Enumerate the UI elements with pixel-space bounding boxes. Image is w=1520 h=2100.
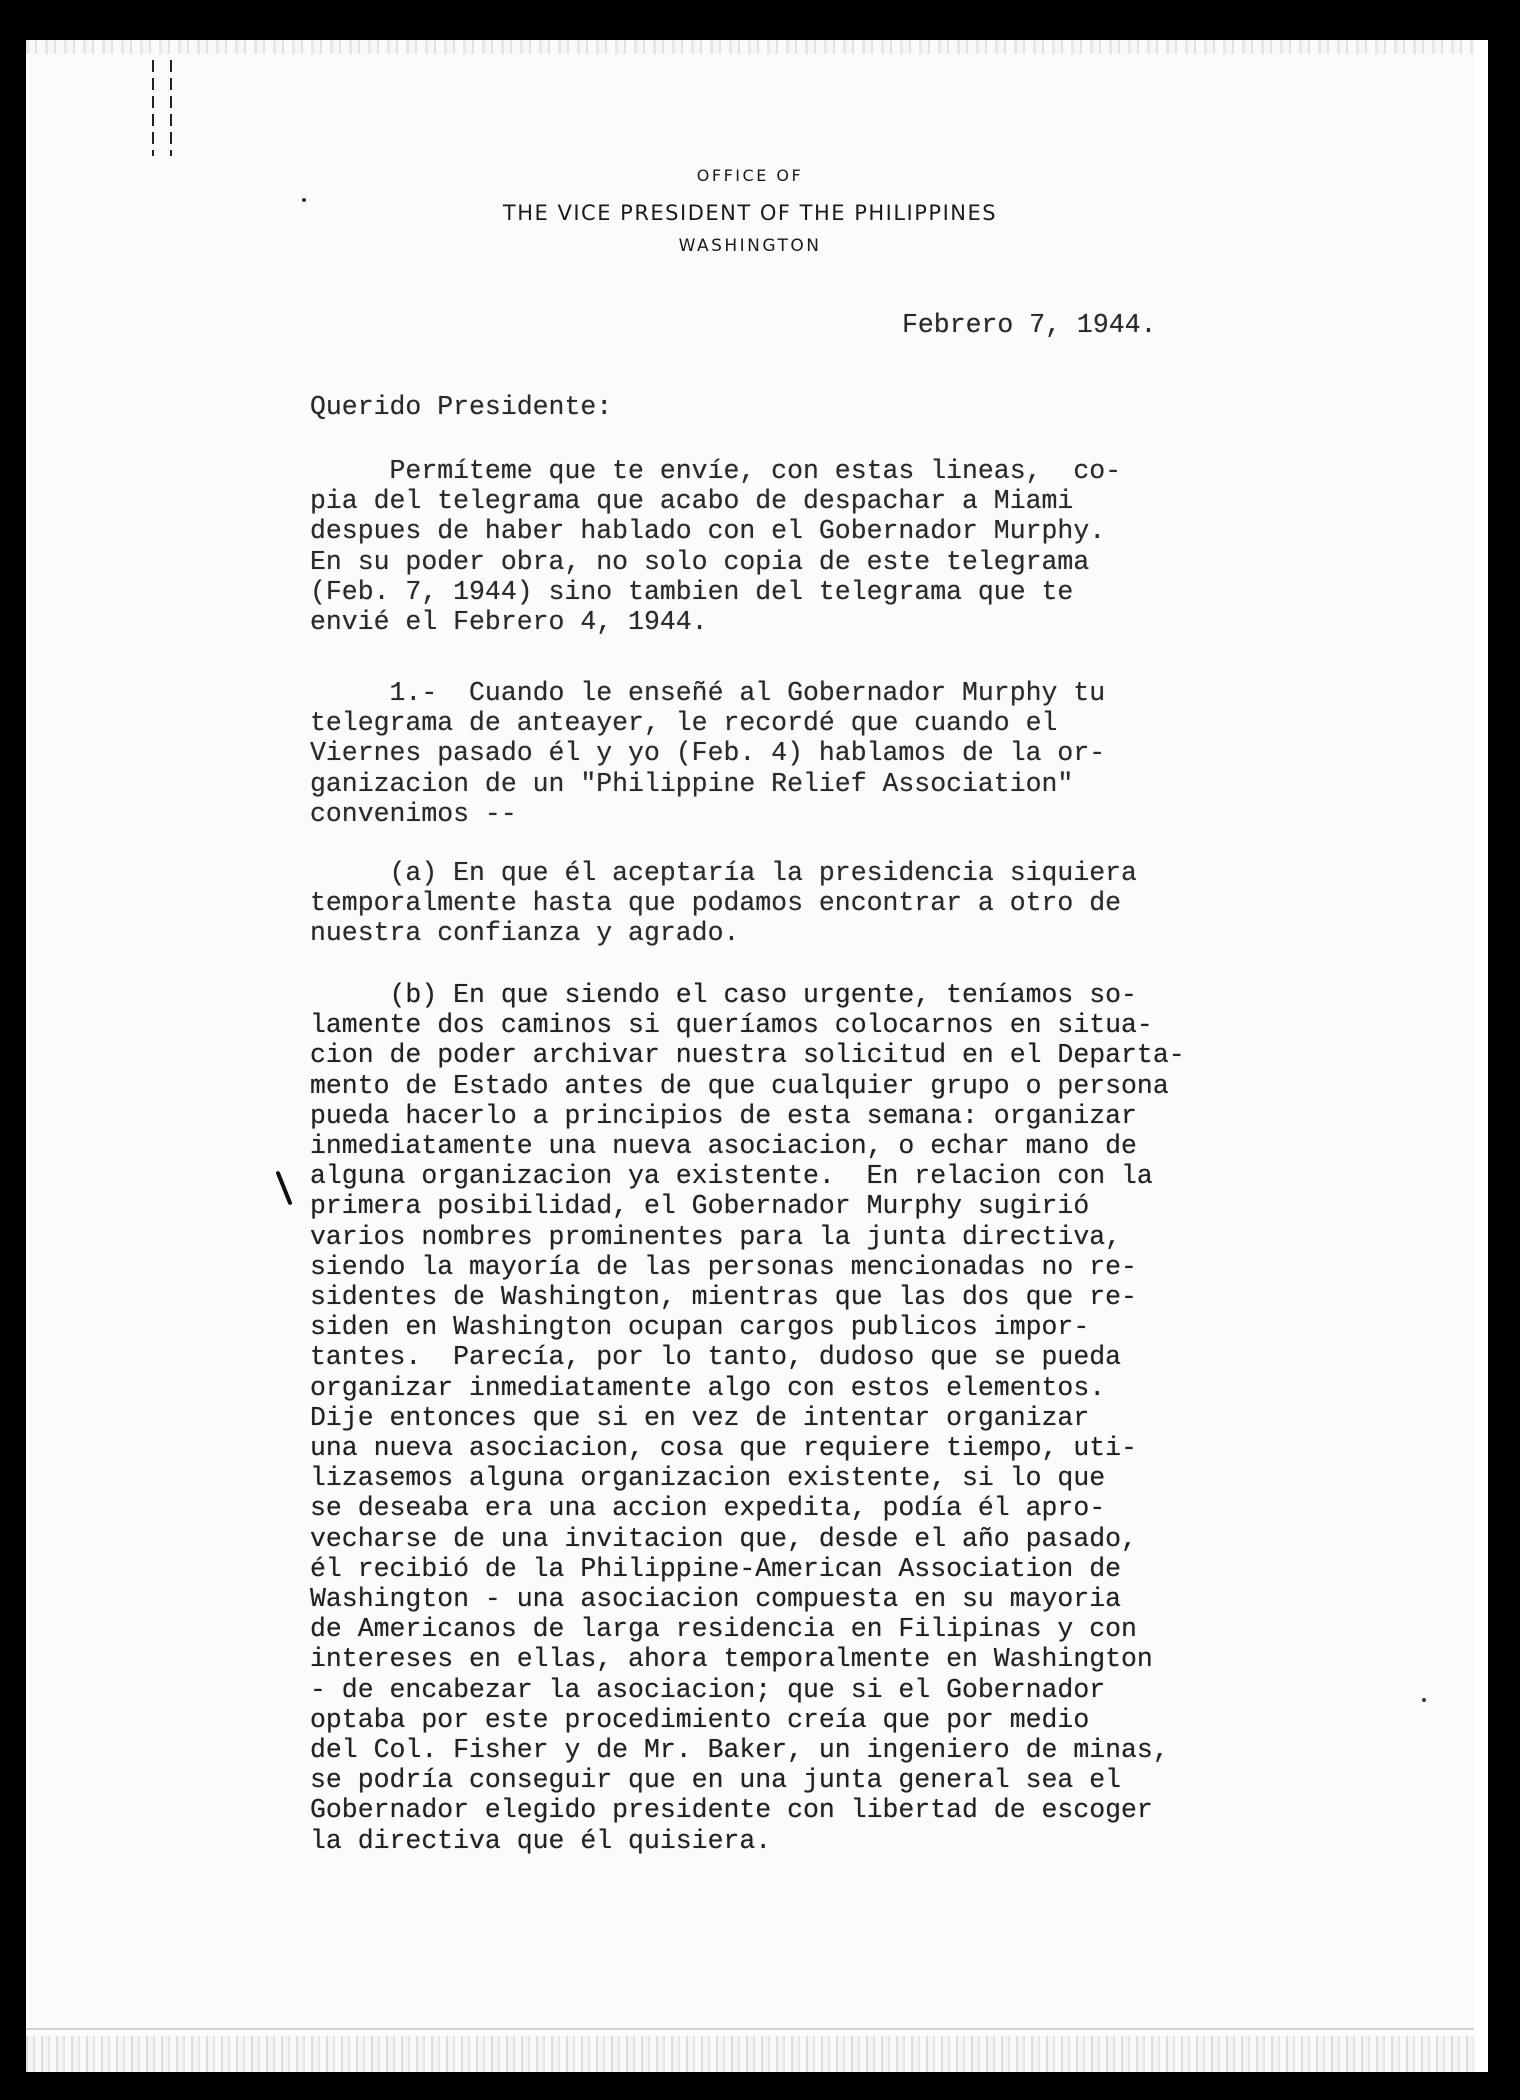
text-line: del Col. Fisher y de Mr. Baker, un ingeniero de minas,	[310, 1735, 1169, 1766]
letterhead-office: OFFICE OF	[696, 166, 804, 185]
text-line: primera posibilidad, el Gobernador Murphy sugirió	[310, 1191, 1090, 1222]
text-line: telegrama de anteayer, le recordé que cuando el	[310, 708, 1058, 739]
letter-page	[26, 40, 1488, 2072]
text-line: siden en Washington ocupan cargos publicos impor-	[310, 1312, 1090, 1343]
text-line: pia del telegrama que acabo de despachar a Miami	[310, 486, 1074, 517]
text-line: tantes. Parecía, por lo tanto, dudoso que se pueda	[310, 1342, 1122, 1373]
text-line: nuestra confianza y agrado.	[310, 918, 740, 949]
text-line: temporalmente hasta que podamos encontrar a otro de	[310, 888, 1122, 919]
text-line: cion de poder archivar nuestra solicitud en el Departa-	[310, 1040, 1185, 1071]
scan-ruled-line	[26, 2028, 1474, 2030]
stray-mark	[302, 198, 306, 202]
text-line: vecharse de una invitacion que, desde el año pasado,	[310, 1523, 1137, 1554]
text-line: despues de haber hablado con el Gobernador Murphy.	[310, 516, 1106, 547]
text-line: varios nombres prominentes para la junta directiva,	[310, 1221, 1122, 1252]
text-line: lamente dos caminos si queríamos colocarnos en situa-	[310, 1010, 1153, 1041]
letterhead	[26, 166, 1474, 258]
text-line: ganizacion de un "Philippine Relief Association"	[310, 768, 1074, 799]
letterhead-title: THE VICE PRESIDENT OF THE PHILIPPINES	[502, 201, 998, 225]
text-line: alguna organizacion ya existente. En relacion con la	[310, 1161, 1153, 1192]
pen-mark	[275, 1171, 292, 1206]
text-line: organizar inmediatamente algo con estos elementos.	[310, 1372, 1106, 1403]
text-line: Dije entonces que si en vez de intentar organizar	[310, 1402, 1090, 1433]
text-line: Washington - una asociacion compuesta en su mayoria	[310, 1584, 1122, 1615]
text-line: - de encabezar la asociacion; que si el Gobernador	[310, 1674, 1106, 1705]
margin-marks	[152, 60, 182, 160]
text-line: se podría conseguir que en una junta general sea el	[310, 1765, 1122, 1796]
paragraph-a	[310, 858, 1137, 949]
text-line: En su poder obra, no solo copia de este telegrama	[310, 546, 1090, 577]
text-line: sidentes de Washington, mientras que las dos que re-	[310, 1282, 1137, 1313]
text-line: (b) En que siendo el caso urgente, teníamos so-	[310, 980, 1137, 1010]
scan-edge-bottom	[26, 2036, 1474, 2072]
paragraph-1	[310, 678, 1105, 829]
text-line: 1.- Cuando le enseñé al Gobernador Murphy tu	[310, 678, 1106, 708]
text-line: se deseaba era una accion expedita, podía él apro-	[310, 1493, 1106, 1524]
text-line: pueda hacerlo a principios de esta semana: organizar	[310, 1100, 1137, 1131]
letterhead-city: WASHINGTON	[678, 236, 822, 256]
paragraph-b	[310, 980, 1185, 1856]
letter-date: Febrero 7, 1944.	[902, 310, 1157, 340]
paragraph-intro	[310, 456, 1121, 637]
text-line: mento de Estado antes de que cualquier grupo o persona	[310, 1070, 1169, 1101]
text-line: envié el Febrero 4, 1944.	[310, 607, 708, 638]
text-line: Permíteme que te envíe, con estas lineas, co-	[310, 456, 1122, 486]
text-line: inmediatamente una nueva asociacion, o echar mano de	[310, 1131, 1137, 1162]
text-line: siendo la mayoría de las personas mencionadas no re-	[310, 1251, 1137, 1282]
text-line: Viernes pasado él y yo (Feb. 4) hablamos de la or-	[310, 738, 1106, 769]
text-line: lizasemos alguna organizacion existente, si lo que	[310, 1463, 1106, 1494]
text-line: convenimos --	[310, 798, 517, 829]
scan-edge-top	[26, 40, 1474, 54]
text-line: él recibió de la Philippine-American Association de	[310, 1553, 1122, 1584]
text-line: Gobernador elegido presidente con libertad de escoger	[310, 1795, 1153, 1826]
text-line: de Americanos de larga residencia en Filipinas y con	[310, 1614, 1137, 1645]
text-line: intereses en ellas, ahora temporalmente en Washington	[310, 1644, 1153, 1675]
text-line: la directiva que él quisiera.	[310, 1825, 772, 1856]
salutation: Querido Presidente:	[310, 392, 613, 422]
text-line: una nueva asociacion, cosa que requiere tiempo, uti-	[310, 1433, 1137, 1464]
text-line: (Feb. 7, 1944) sino tambien del telegrama que te	[310, 576, 1074, 607]
text-line: (a) En que él aceptaría la presidencia siquiera	[310, 858, 1137, 888]
text-line: optaba por este procedimiento creía que por medio	[310, 1704, 1090, 1735]
stray-mark	[1422, 1698, 1426, 1702]
